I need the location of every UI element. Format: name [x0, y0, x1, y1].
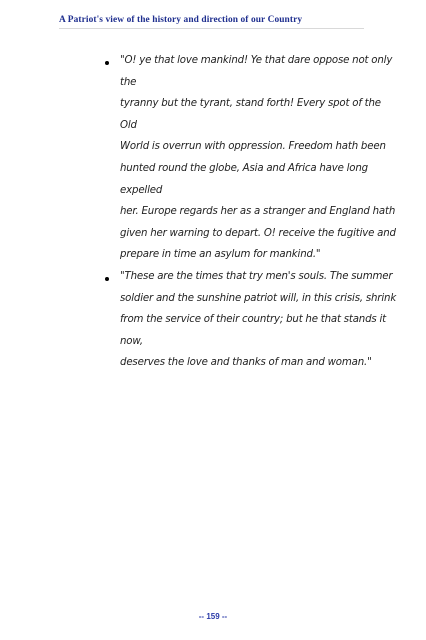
- quote-line: soldier and the sunshine patriot will, in this crisis, shrink: [120, 292, 397, 304]
- bullet-icon: [105, 61, 109, 65]
- quote-line: "These are the times that try men's souls. The summer: [120, 270, 393, 282]
- bullet-icon: [105, 277, 109, 281]
- quote-line: prepare in time an asylum for mankind.": [120, 249, 321, 261]
- quote-text: [120, 50, 398, 266]
- quote-item: [64, 266, 397, 374]
- quote-line: "O! ye that love mankind! Ye that dare oppose not only the: [120, 55, 393, 88]
- quote-line: deserves the love and thanks of man and woman.": [120, 357, 372, 369]
- quote-line: hunted round the globe, Asia and Africa have long expelled: [120, 162, 368, 196]
- quote-line: given her warning to depart. O! receive the fugitive and: [120, 227, 396, 239]
- header-divider: [59, 28, 364, 29]
- quote-line: tyranny but the tyrant, stand forth! Every spot of the Old: [120, 98, 381, 131]
- quote-list: [64, 50, 397, 374]
- page-number: -- 159 --: [198, 612, 228, 621]
- running-header: A Patriot's view of the history and direction of our Country: [59, 15, 303, 25]
- quote-item: [64, 50, 394, 266]
- quote-line: World is overrun with oppression. Freedom hath been: [120, 141, 386, 153]
- quote-text: [120, 266, 398, 374]
- quote-line: her. Europe regards her as a stranger and England hath: [120, 206, 396, 218]
- quote-line: from the service of their country; but he that stands it now,: [120, 314, 387, 347]
